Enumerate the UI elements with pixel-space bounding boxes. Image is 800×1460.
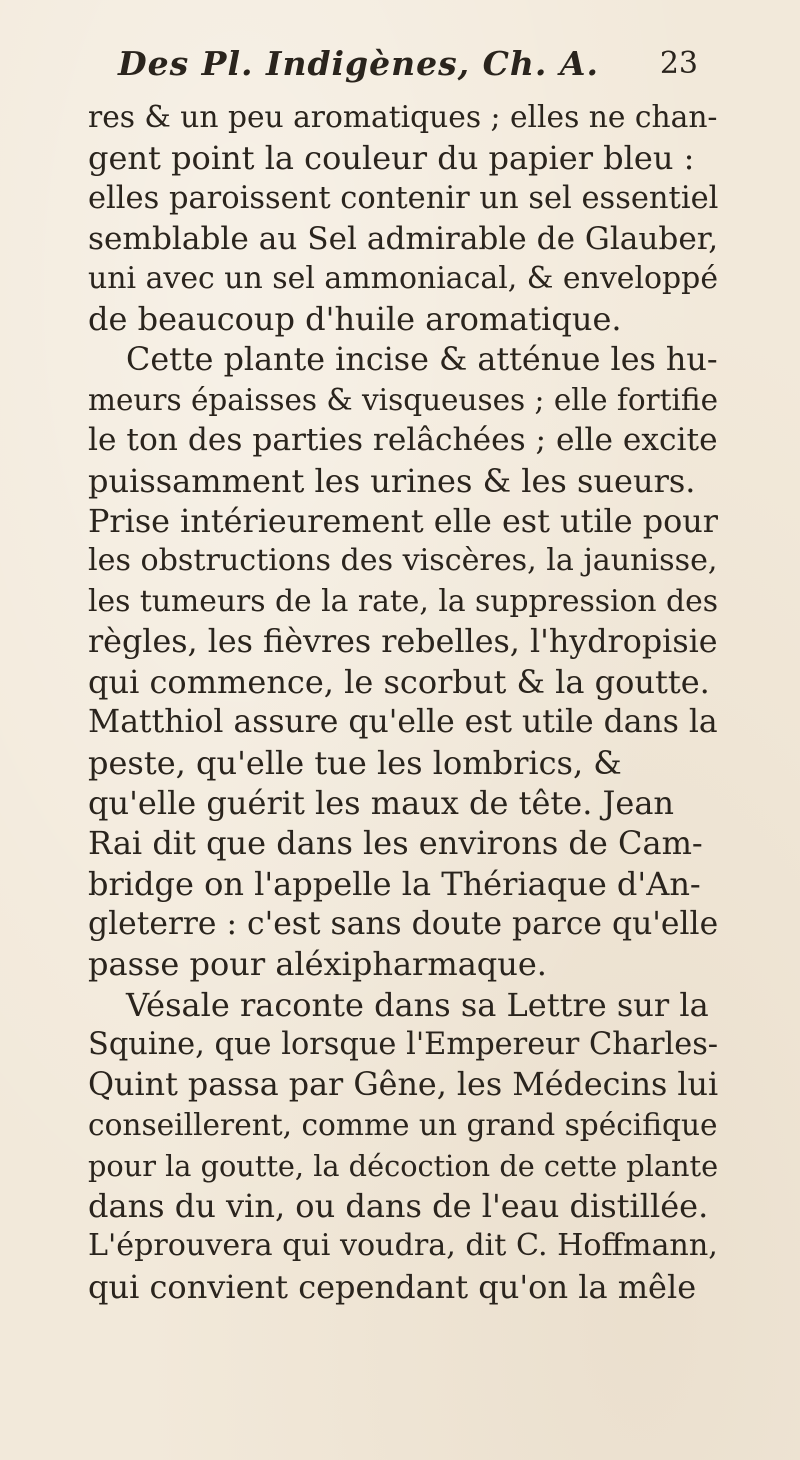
text-line: Quint passa par Gêne, les Médecins lui <box>88 1067 719 1104</box>
text-line: peste, qu'elle tue les lombrics, & <box>88 743 622 782</box>
body-text <box>88 98 718 1307</box>
text-line: gent point la couleur du papier bleu : <box>88 139 695 178</box>
text-line: puissamment les urines & les sueurs. <box>88 461 696 500</box>
paragraph-start-line: Vésale raconte dans sa Lettre sur la <box>126 985 709 1024</box>
text-line: elles paroissent contenir un sel essentiel <box>88 180 719 216</box>
text-line: règles, les fièvres rebelles, l'hydropisie <box>88 623 718 660</box>
text-line: conseillerent, comme un grand spécifique <box>88 1108 718 1143</box>
text-line: uni avec un sel ammoniacal, & enveloppé <box>88 261 719 297</box>
text-line: gleterre : c'est sans doute parce qu'elle <box>88 905 719 942</box>
text-line: Squine, que lorsque l'Empereur Charles- <box>88 1026 719 1062</box>
text-line: meurs épaisses & visqueuses ; elle fortifie <box>88 383 719 418</box>
running-title: Des Pl. Indigènes, Ch. A. <box>118 44 599 83</box>
text-line: semblable au Sel admirable de Glauber, <box>88 220 719 257</box>
text-line: pour la goutte, la décoction de cette plante <box>88 1148 719 1183</box>
text-line: L'éprouvera qui voudra, dit C. Hoffmann, <box>88 1228 718 1264</box>
text-line: Matthiol assure qu'elle est utile dans la <box>88 704 718 741</box>
paragraph-start-line: Cette plante incise & atténue les hu- <box>126 340 718 378</box>
text-line: qui convient cependant qu'on la mêle <box>88 1267 697 1306</box>
text-line: les obstructions des viscères, la jaunisse, <box>88 543 718 579</box>
text-line: passe pour aléxipharmaque. <box>88 945 547 984</box>
text-line: le ton des parties relâchées ; elle excite <box>88 422 718 459</box>
text-line: qu'elle guérit les maux de tête. Jean <box>88 784 674 823</box>
page-number: 23 <box>659 46 698 81</box>
page-header <box>118 44 698 94</box>
text-line: qui commence, le scorbut & la goutte. <box>88 663 710 702</box>
text-line: Rai dit que dans les environs de Cam- <box>88 824 703 863</box>
text-line: de beaucoup d'huile aromatique. <box>88 300 622 339</box>
text-line: Prise intérieurement elle est utile pour <box>88 501 718 540</box>
text-line: dans du vin, ou dans de l'eau distillée. <box>88 1187 709 1226</box>
text-line: res & un peu aromatiques ; elles ne chan- <box>88 100 718 135</box>
text-line: bridge on l'appelle la Thériaque d'An- <box>88 864 701 903</box>
text-line: les tumeurs de la rate, la suppression des <box>88 583 719 619</box>
